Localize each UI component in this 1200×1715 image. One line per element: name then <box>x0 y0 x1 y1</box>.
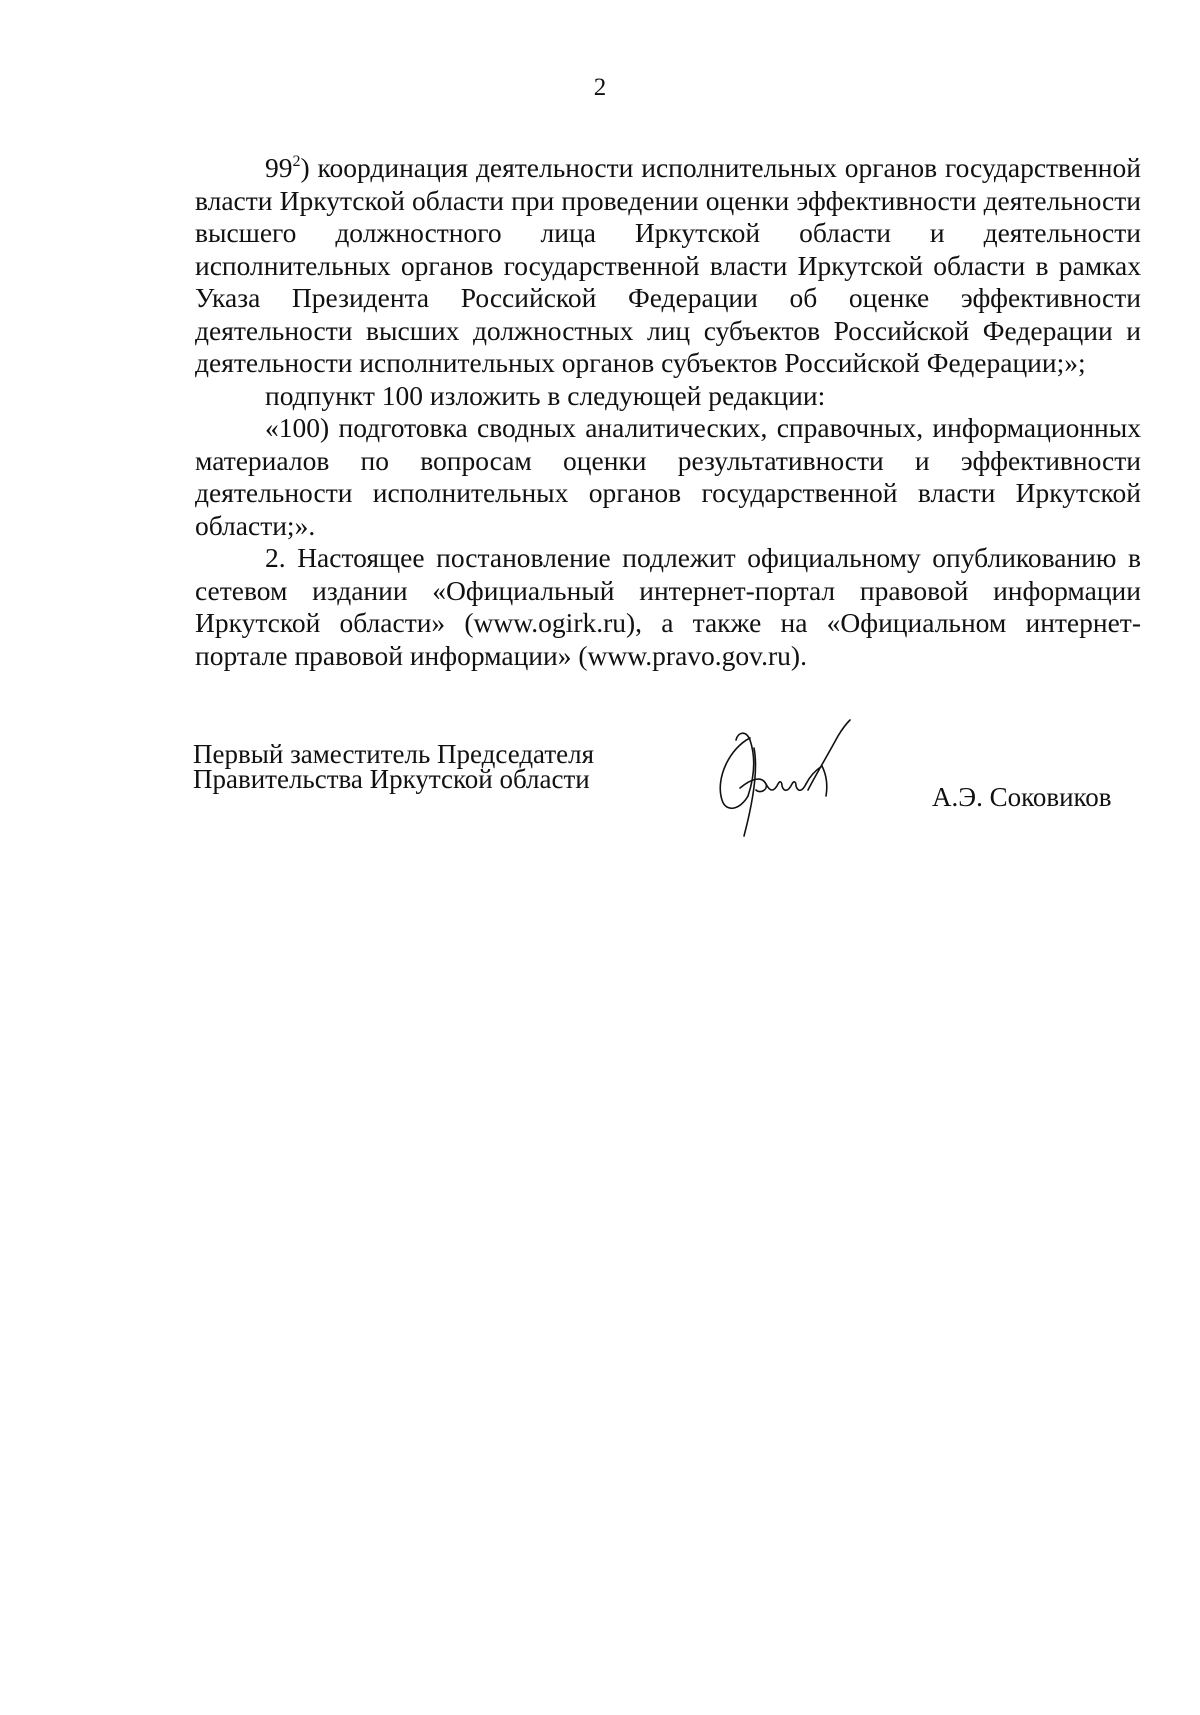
document-body <box>195 152 1141 672</box>
signatory-name: А.Э. Соковиков <box>932 782 1112 812</box>
page-number: 2 <box>593 74 607 101</box>
paragraph-subitem-100-intro: подпункт 100 изложить в следующей редакции: <box>265 379 826 411</box>
paragraph-publication: 2. Настоящее постановление подлежит официальному опубликованию в сетевом издании «Официальный интернет-портал правовой информации Иркутской области» (www.ogirk.ru), а также на «Официальном интернет-портале правовой информации» (www.pravo.gov.ru). <box>195 542 1141 671</box>
handwritten-signature <box>710 718 930 838</box>
signatory-position-line-1: Первый заместитель Председателя <box>193 739 595 769</box>
signatory-position <box>193 739 595 794</box>
paragraph-item-100: «100) подготовка сводных аналитических, справочных, информационных материалов по вопросам оценки результативности и эффективности деятельности исполнительных органов государственной власти Иркутской области;». <box>195 412 1141 541</box>
item-number: 99 <box>265 152 293 183</box>
paragraph-item-99-2 <box>195 152 1141 380</box>
signatory-position-line-2: Правительства Иркутской области <box>193 764 590 794</box>
item-number-superscript: 2 <box>292 153 301 170</box>
paragraph-text: ) координация деятельности исполнительных органов государственной власти Иркутской области при проведении оценки эффективности деятельности высшего должностного лица Иркутской области и деятельности исполнительных органов государственной власти Иркутской области в рамках Указа Президента Российской Федерации об оценке эффективности деятельности высших должностных лиц субъектов Российской Федерации и деятельности исполнительных органов субъектов Российской Федерации;»; <box>195 152 1141 378</box>
